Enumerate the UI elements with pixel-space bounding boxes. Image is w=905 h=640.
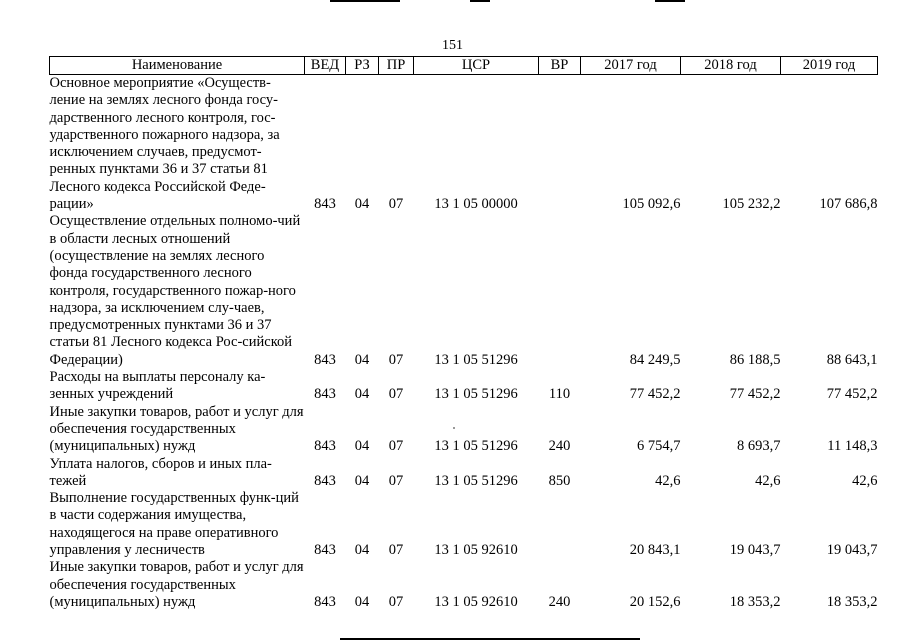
row-pr: 07 <box>388 438 404 455</box>
row-pr: 07 <box>388 386 404 403</box>
header-row <box>50 57 878 75</box>
row-2019: 77 452,2 <box>826 386 878 403</box>
row-vr: 240 <box>548 593 571 610</box>
scan-edge-top-mid <box>470 0 490 2</box>
row-csr: 13 1 05 51296 <box>434 351 518 368</box>
row-vr: 240 <box>548 438 571 455</box>
row-2019: 19 043,7 <box>826 542 878 559</box>
table-row <box>50 213 878 369</box>
row-name: Иные закупки товаров, работ и услуг для обеспечения государственных (муниципальных) нужд <box>49 559 304 610</box>
scan-edge-top-right <box>655 0 685 2</box>
row-name: Выполнение государственных функ-ций в части содержания имущества, находящегося на праве оперативного управления у лесничеств <box>49 490 299 559</box>
table-row <box>50 404 878 456</box>
row-rz: 04 <box>354 196 370 213</box>
table-row <box>50 75 878 214</box>
row-2019: 107 686,8 <box>819 196 878 213</box>
row-vr: 850 <box>548 472 571 489</box>
row-pr: 07 <box>388 472 404 489</box>
row-2019: 88 643,1 <box>826 351 878 368</box>
row-vr <box>539 213 581 369</box>
row-rz: 04 <box>354 438 370 455</box>
row-2017: 105 092,6 <box>622 196 681 213</box>
row-name: Осуществление отдельных полномо-чий в области лесных отношений (осуществление на землях лесного фонда государственного лесного контроля, государственного пожар-ного надзора, за исключением слу-чаев, предусмотренных пунктами 36 и 37 статьи 81 Лесного кодекса Рос-сийской Федерации) <box>49 213 301 368</box>
row-2019: 42,6 <box>852 472 878 489</box>
table-body <box>50 75 878 612</box>
row-rz: 04 <box>354 386 370 403</box>
row-name: Иные закупки товаров, работ и услуг для обеспечения государственных (муниципальных) нужд <box>49 403 304 455</box>
row-rz: 04 <box>354 351 370 368</box>
row-csr: 13 1 05 51296 <box>434 386 518 403</box>
row-2019: 11 148,3 <box>827 438 878 455</box>
row-vr: 110 <box>548 386 571 403</box>
table-row <box>50 490 878 559</box>
header-ved: ВЕД <box>305 57 346 75</box>
row-csr: 13 1 05 51296 <box>434 472 518 489</box>
row-2019: 18 353,2 <box>826 593 878 610</box>
row-name: Основное мероприятие «Осуществ-ление на землях лесного фонда госу-дарственного лесного контроля, гос-ударственного пожарного надзора, за исключением случаев, предусмот-ренных пунктами 36 и 37 статьи 81 Лесного кодекса Российской Феде-рации» <box>49 75 280 213</box>
row-rz: 04 <box>354 593 370 610</box>
header-rz: РЗ <box>346 57 379 75</box>
header-name: Наименование <box>50 57 305 75</box>
header-vr: ВР <box>539 57 581 75</box>
row-2018: 18 353,2 <box>729 593 781 610</box>
header-2017: 2017 год <box>581 57 681 75</box>
row-2017: 84 249,5 <box>629 351 681 368</box>
row-rz: 04 <box>354 542 370 559</box>
row-csr: 13 1 05 51296 <box>434 438 518 455</box>
row-ved: 843 <box>314 196 336 213</box>
row-pr: 07 <box>388 196 404 213</box>
scan-edge-top-left <box>330 0 400 2</box>
header-2019: 2019 год <box>781 57 878 75</box>
budget-table <box>49 56 878 611</box>
table-row <box>50 559 878 611</box>
row-vr <box>539 490 581 559</box>
header-2018: 2018 год <box>681 57 781 75</box>
row-csr: 13 1 05 92610 <box>434 542 518 559</box>
scan-speck <box>453 427 455 429</box>
row-ved: 843 <box>314 351 336 368</box>
row-name: Уплата налогов, сборов и иных пла-тежей <box>49 455 272 489</box>
header-pr: ПР <box>379 57 414 75</box>
row-2018: 42,6 <box>755 472 781 489</box>
row-2017: 20 152,6 <box>629 593 681 610</box>
row-csr: 13 1 05 92610 <box>434 593 518 610</box>
table-header <box>50 57 878 75</box>
row-rz: 04 <box>354 472 370 489</box>
row-2017: 20 843,1 <box>629 542 681 559</box>
row-2018: 19 043,7 <box>729 542 781 559</box>
row-2018: 86 188,5 <box>729 351 781 368</box>
row-name: Расходы на выплаты персоналу ка-зенных учреждений <box>49 369 266 403</box>
row-ved: 843 <box>314 593 336 610</box>
row-pr: 07 <box>388 351 404 368</box>
row-ved: 843 <box>314 438 336 455</box>
row-ved: 843 <box>314 386 336 403</box>
row-ved: 843 <box>314 542 336 559</box>
row-2018: 105 232,2 <box>722 196 781 213</box>
row-ved: 843 <box>314 472 336 489</box>
row-pr: 07 <box>388 593 404 610</box>
row-2017: 6 754,7 <box>637 438 681 455</box>
row-pr: 07 <box>388 542 404 559</box>
row-2018: 8 693,7 <box>737 438 781 455</box>
table-row <box>50 456 878 491</box>
row-csr: 13 1 05 00000 <box>434 196 518 213</box>
row-2017: 42,6 <box>655 472 681 489</box>
header-csr: ЦСР <box>414 57 539 75</box>
page-number: 151 <box>442 38 463 53</box>
row-2017: 77 452,2 <box>629 386 681 403</box>
table-row <box>50 369 878 404</box>
row-vr <box>539 75 581 214</box>
row-2018: 77 452,2 <box>729 386 781 403</box>
